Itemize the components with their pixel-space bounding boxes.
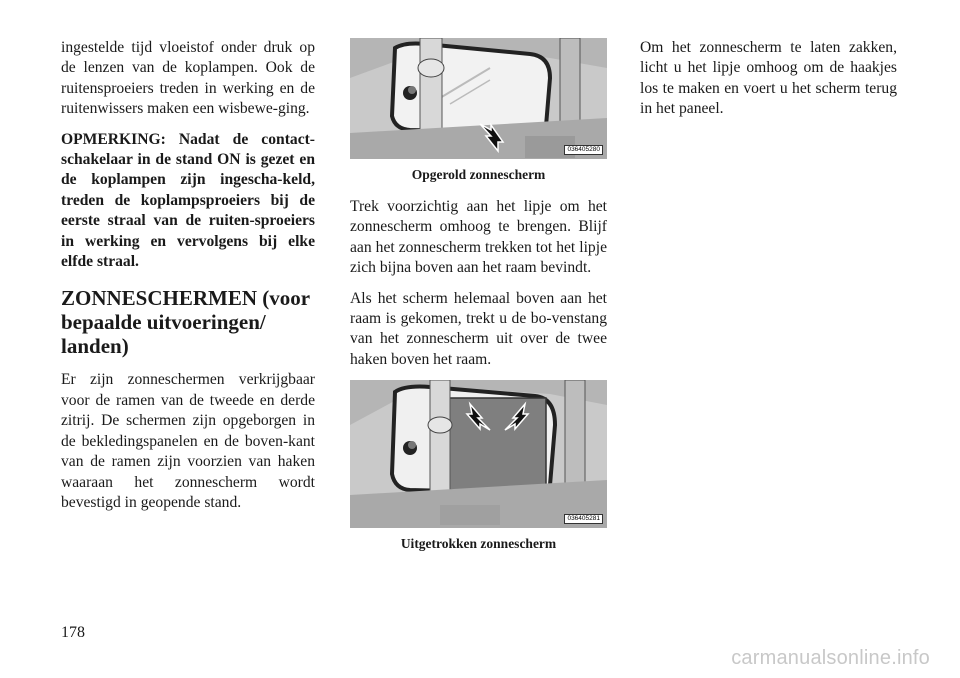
- extended-sunshade-illustration: [350, 380, 607, 528]
- figure-code: 036405280: [564, 145, 603, 155]
- column-2: [350, 38, 607, 566]
- watermark: carmanualsonline.info: [731, 647, 930, 669]
- column-1: [61, 38, 315, 523]
- note-paragraph: OPMERKING: Nadat de contact-schakelaar in de stand ON is gezet en de koplampen zijn ingescha-keld, treden de koplampsproeiers bij de eerste straal van de ruiten-sproeiers in werking en vervolgens bij elke elfde straal.: [61, 130, 315, 271]
- instruction-paragraph-1: Trek voorzichtig aan het lipje om het zonnescherm omhoog te brengen. Blijf aan het zonnescherm trekken tot het lipje zich bijna boven aan het raam bevindt.: [350, 198, 607, 277]
- figure-rolled-sunshade: [350, 38, 607, 159]
- figure-extended-sunshade: [350, 380, 607, 528]
- figure-caption: Uitgetrokken zonnescherm: [400, 536, 557, 552]
- page-number: 178: [61, 624, 85, 641]
- figure-caption: Opgerold zonnescherm: [411, 167, 546, 182]
- column-3: [640, 38, 897, 130]
- instruction-paragraph-2: Als het scherm helemaal boven aan het raam is gekomen, trekt u de bo-venstang van het zonnescherm uit over de twee haken boven het raam.: [350, 289, 607, 368]
- rolled-sunshade-illustration: [350, 38, 607, 159]
- section-paragraph: Er zijn zonneschermen verkrijgbaar voor de ramen van de tweede en derde zitrij. De schermen zijn opgeborgen in de bekledingspanelen en de boven-kant van de ramen zijn voorzien van haken waaraan het zonnescherm wordt bevestigd in geopende stand.: [61, 371, 315, 511]
- intro-paragraph: ingestelde tijd vloeistof onder druk op de lenzen van de koplampen. Ook de ruitensproeiers treden in werking en de ruitenwissers maken een wisbewe-ging.: [61, 39, 315, 118]
- lowering-paragraph: Om het zonnescherm te laten zakken, licht u het lipje omhoog om de haakjes los te maken en voert u het scherm terug in het paneel.: [640, 39, 897, 118]
- figure-code: 036405281: [564, 514, 603, 524]
- section-heading: ZONNESCHERMEN (voor bepaalde uitvoeringen/ landen): [61, 286, 310, 359]
